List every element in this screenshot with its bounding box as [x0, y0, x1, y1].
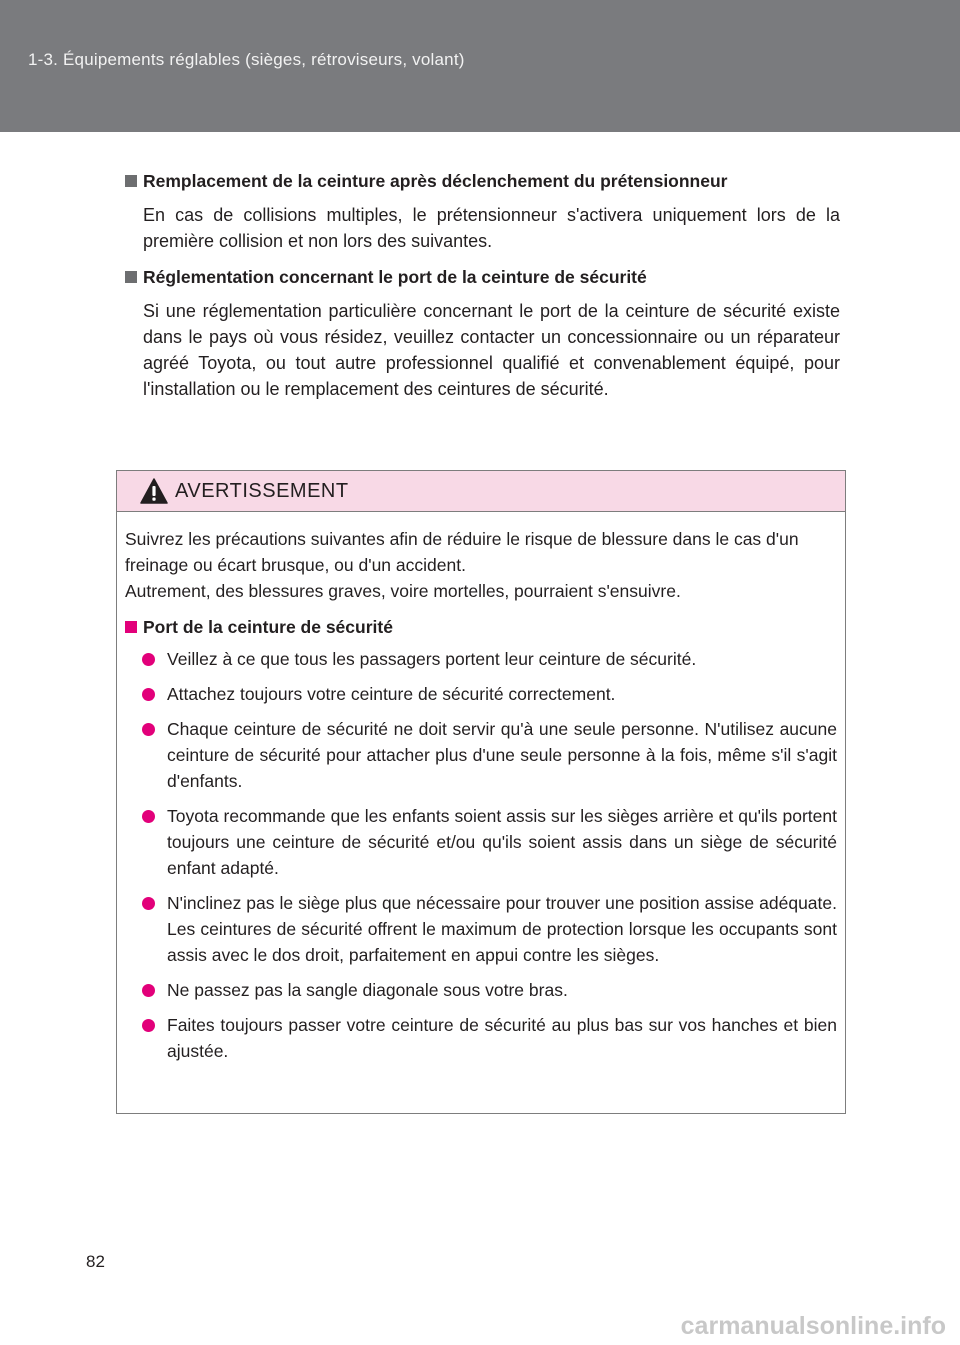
bullet-dot-icon [142, 810, 155, 823]
bullet-dot-icon [142, 653, 155, 666]
list-item-text: Chaque ceinture de sécurité ne doit servir qu'à une seule personne. N'utilisez aucune ceinture de sécurité pour attacher plus d'une seule personne à la fois, même s'il s'agit d'enfants. [167, 719, 837, 791]
main-content [125, 168, 840, 412]
section-heading-text: Réglementation concernant le port de la ceinture de sécurité [143, 267, 647, 287]
list-item [125, 890, 837, 968]
warning-header [117, 471, 845, 512]
list-item [125, 977, 837, 1003]
list-item [125, 1012, 837, 1064]
bullet-dot-icon [142, 1019, 155, 1032]
list-item-text: Faites toujours passer votre ceinture de sécurité au plus bas sur vos hanches et bien ajustée. [167, 1015, 837, 1061]
list-item [125, 716, 837, 794]
section-heading-regulation [125, 264, 840, 290]
section-heading-pretensioner [125, 168, 840, 194]
square-bullet-icon [125, 271, 137, 283]
page-number: 82 [86, 1252, 105, 1271]
watermark: carmanualsonline.info [680, 1312, 946, 1340]
warning-body [117, 512, 845, 1064]
section-paragraph: En cas de collisions multiples, le prétensionneur s'activera uniquement lors de la première collision et non lors des suivantes. [143, 205, 840, 251]
warning-box [116, 470, 846, 1114]
bullet-dot-icon [142, 984, 155, 997]
square-bullet-icon [125, 175, 137, 187]
bullet-dot-icon [142, 688, 155, 701]
warning-subheading [125, 614, 837, 640]
section-paragraph: Si une réglementation particulière concernant le port de la ceinture de sécurité existe dans le pays où vous résidez, veuillez contacter un concessionnaire ou un réparateur agréé Toyota, ou tout autre professionnel qualifié et convenablement équipé, pour l'installation ou le remplacement des ceintures de sécurité. [143, 301, 840, 399]
list-item [125, 681, 837, 707]
warning-triangle-icon [140, 478, 168, 504]
warning-intro-line: Suivrez les précautions suivantes afin de réduire le risque de blessure dans le cas d'un freinage ou écart brusque, ou d'un accident. [125, 529, 799, 575]
square-bullet-icon [125, 621, 137, 633]
list-item-text: Attachez toujours votre ceinture de sécurité correctement. [167, 684, 616, 704]
warning-subheading-text: Port de la ceinture de sécurité [143, 617, 393, 637]
list-item [125, 803, 837, 881]
list-item-text: N'inclinez pas le siège plus que nécessaire pour trouver une position assise adéquate. Les ceintures de sécurité offrent le maximum de protection lorsque les occupants sont assis avec le dos droit, parfaitement en appui contre les sièges. [167, 893, 837, 965]
list-item [125, 646, 837, 672]
section-heading-text: Remplacement de la ceinture après déclenchement du prétensionneur [143, 171, 728, 191]
bullet-dot-icon [142, 723, 155, 736]
warning-intro-line: Autrement, des blessures graves, voire mortelles, pourraient s'ensuivre. [125, 581, 681, 601]
warning-intro [125, 526, 837, 604]
list-item-text: Veillez à ce que tous les passagers portent leur ceinture de sécurité. [167, 649, 697, 669]
list-item-text: Toyota recommande que les enfants soient assis sur les sièges arrière et qu'ils portent toujours une ceinture de sécurité et/ou qu'ils soient assis dans un siège de sécurité enfant adapté. [167, 806, 837, 878]
section-title: 1-3. Équipements réglables (sièges, rétroviseurs, volant) [28, 50, 465, 69]
warning-title: AVERTISSEMENT [175, 480, 349, 502]
bullet-dot-icon [142, 897, 155, 910]
list-item-text: Ne passez pas la sangle diagonale sous votre bras. [167, 980, 568, 1000]
page-header [0, 0, 960, 132]
